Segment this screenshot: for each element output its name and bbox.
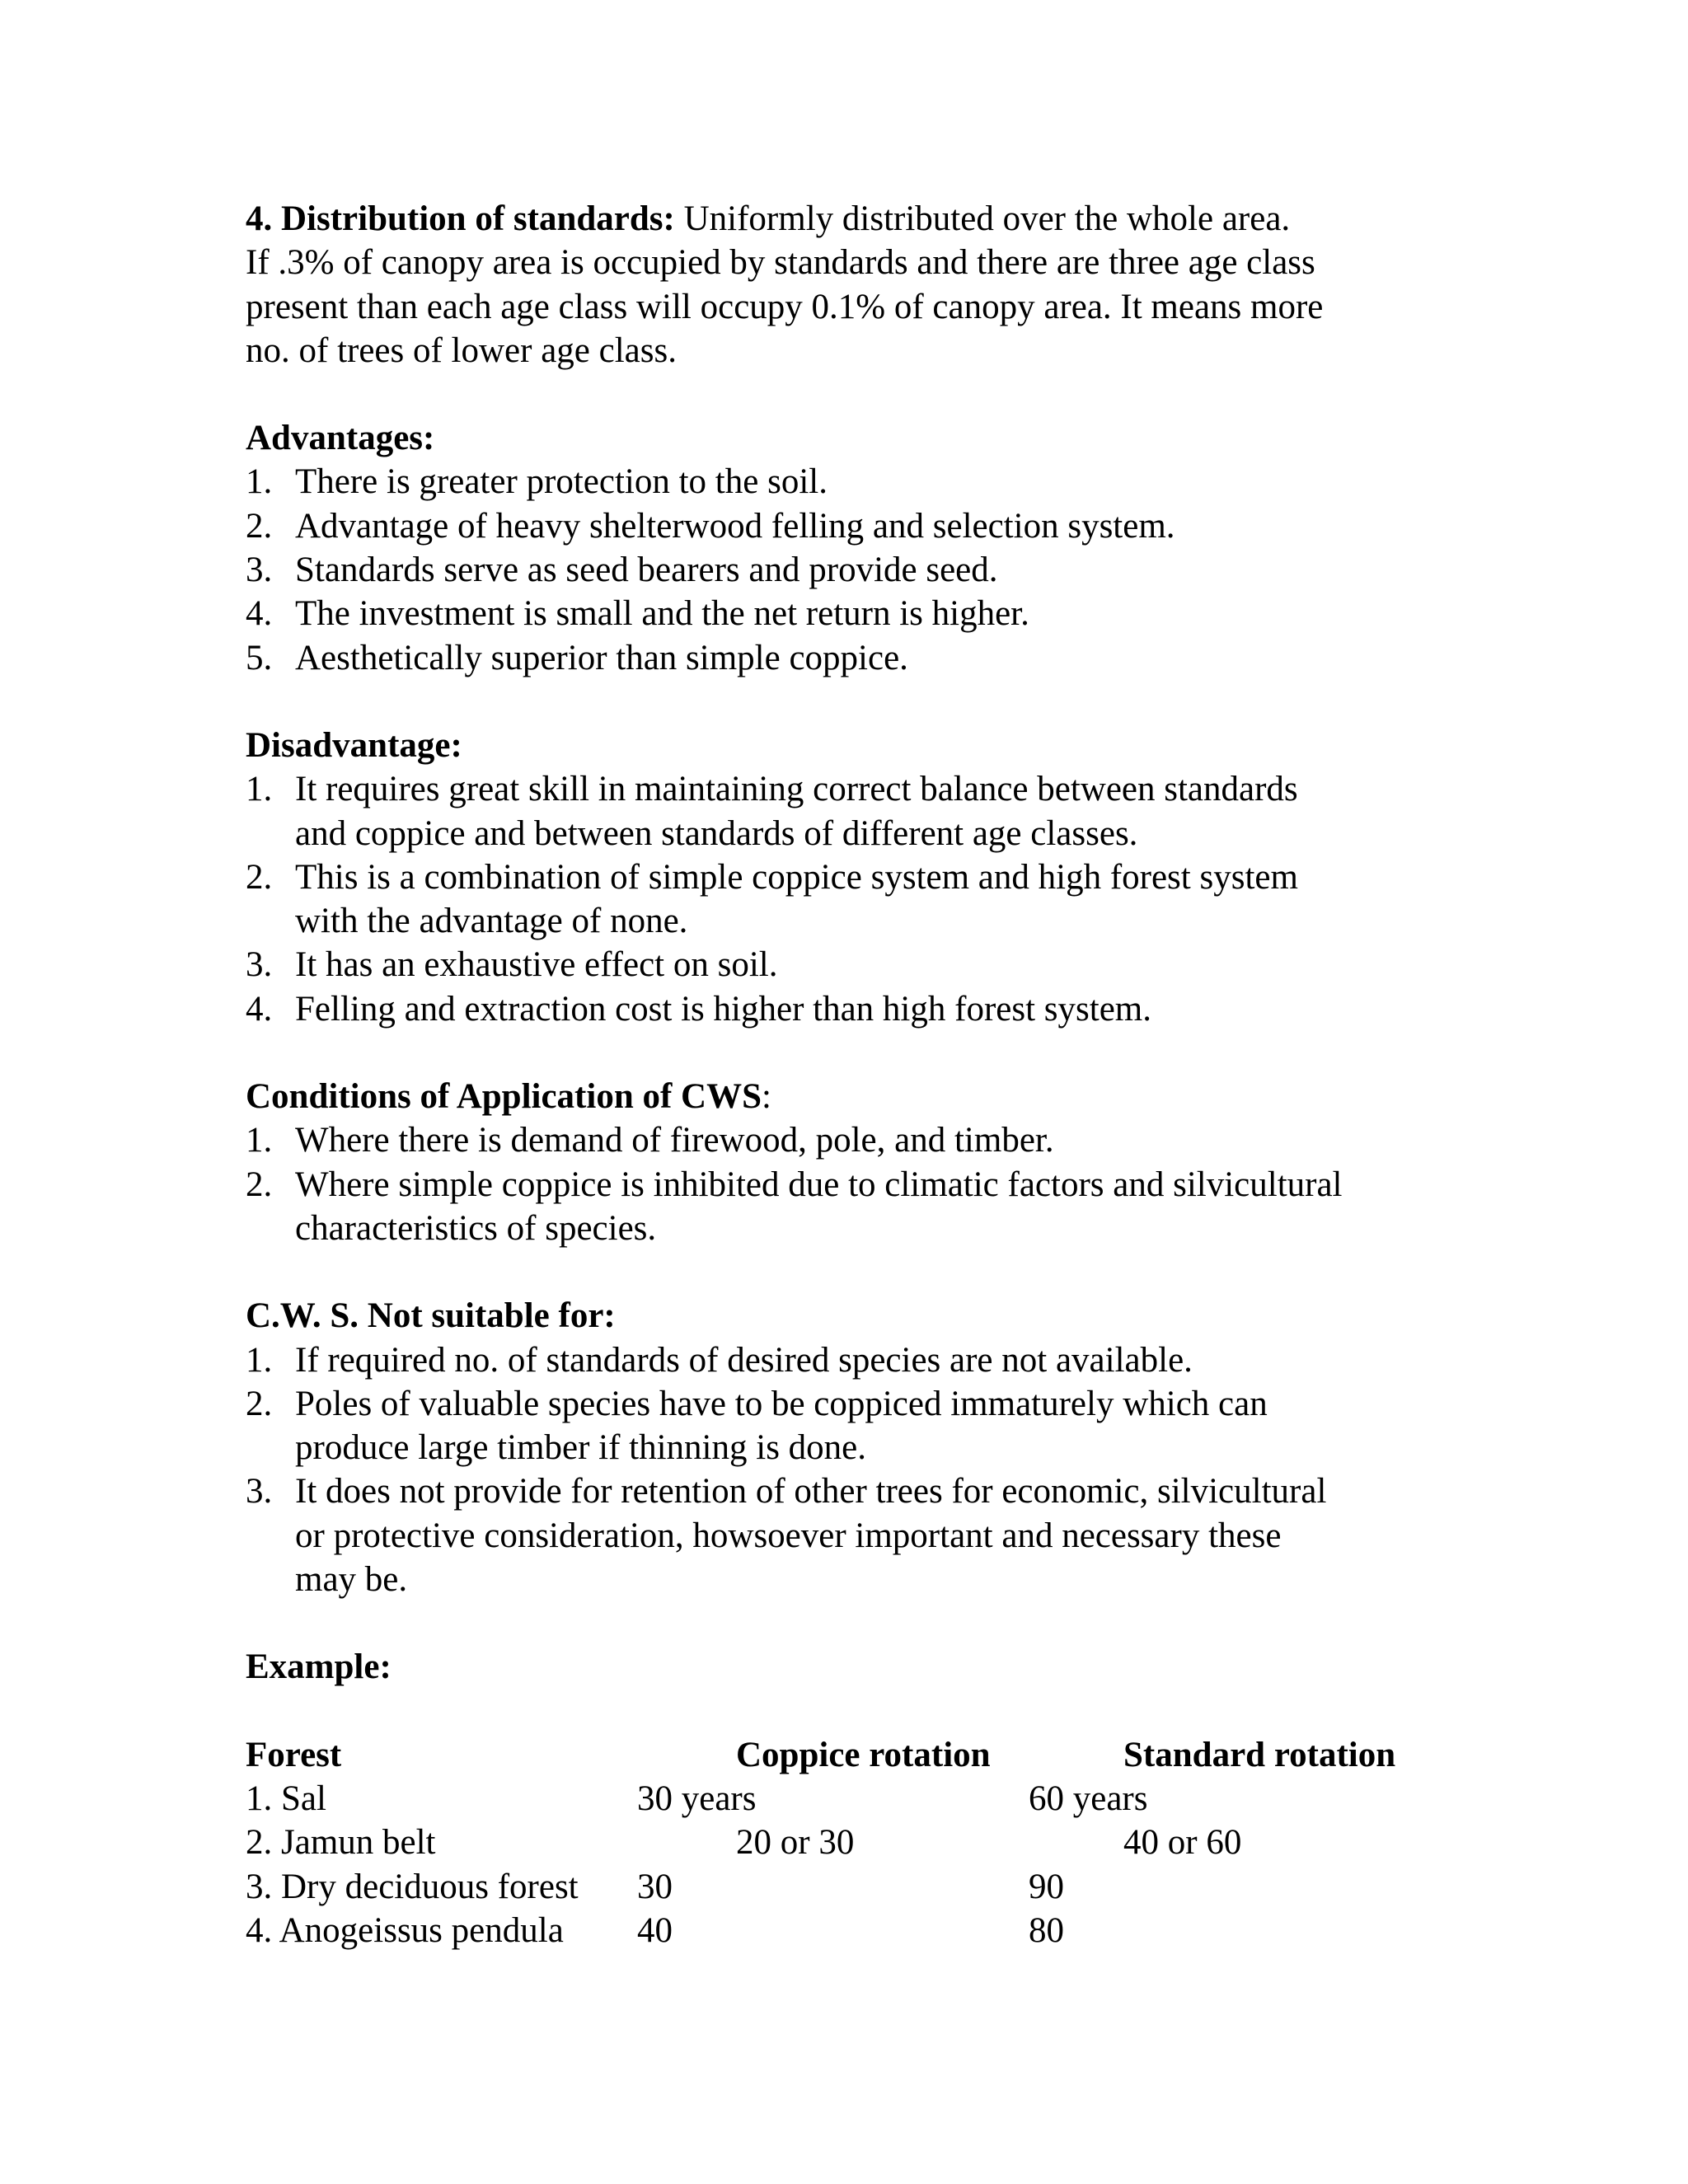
- not-suitable-section: [246, 1294, 1482, 1601]
- list-item: 1. If required no. of standards of desired species are not available.: [246, 1340, 1193, 1380]
- distribution-line: Uniformly distributed over the whole area.: [674, 199, 1291, 238]
- list-item: 4. Felling and extraction cost is higher than high forest system.: [246, 989, 1151, 1029]
- not-suitable-heading: C.W. S. Not suitable for:: [246, 1296, 616, 1336]
- distribution-paragraph: [246, 197, 1482, 373]
- conditions-section: Conditions of Application of CWS: 1. Where there is demand of firewood, pole, and timber. 2. Where simple coppice is inhibited due to climatic factors and silvicultural characteristics of species.: [246, 1075, 1482, 1250]
- list-item: 3. It has an exhaustive effect on soil.: [246, 945, 778, 985]
- distribution-line: present than each age class will occupy 0.1% of canopy area. It means more: [246, 287, 1324, 326]
- distribution-line: If .3% of canopy area is occupied by standards and there are three age class: [246, 243, 1315, 283]
- table-row: 3. Dry deciduous forest 30 90: [246, 1867, 1064, 1906]
- disadvantage-section: [246, 724, 1482, 1031]
- disadvantage-heading: Disadvantage:: [246, 725, 462, 765]
- list-item: 1. Where there is demand of firewood, pole, and timber.: [246, 1121, 1054, 1160]
- disadvantage-list: [246, 767, 1482, 1031]
- document-page: [246, 197, 1482, 1952]
- header-forest: Forest: [246, 1735, 342, 1774]
- list-item: 2. Where simple coppice is inhibited due to climatic factors and silvicultural characteristics of species.: [246, 1165, 1343, 1248]
- example-section: [246, 1645, 1482, 1952]
- table-row: 1. Sal 30 years 60 years: [246, 1779, 1148, 1818]
- list-item: 3. It does not provide for retention of other trees for economic, silvicultural or protective consideration, howsoever important and necessary these may be.: [246, 1472, 1327, 1600]
- list-item: 2. Poles of valuable species have to be coppiced immaturely which can produce large timber if thinning is done.: [246, 1384, 1268, 1468]
- header-coppice-rotation: Coppice rotation: [736, 1735, 991, 1774]
- list-item: 5. Aesthetically superior than simple coppice.: [246, 638, 908, 677]
- example-heading: Example:: [246, 1647, 392, 1687]
- list-item: 1. There is greater protection to the soil.: [246, 462, 828, 502]
- list-item: 2. Advantage of heavy shelterwood felling and selection system.: [246, 506, 1175, 546]
- advantages-heading: Advantages:: [246, 419, 435, 458]
- conditions-heading: Conditions of Application of CWS: [246, 1077, 762, 1117]
- header-standard-rotation: Standard rotation: [1123, 1735, 1396, 1774]
- list-item: 2. This is a combination of simple coppice system and high forest system with the advantage of none.: [246, 857, 1298, 941]
- list-item: 1. It requires great skill in maintaining correct balance between standards and coppice and between standards of different age classes.: [246, 770, 1298, 853]
- list-item: 3. Standards serve as seed bearers and provide seed.: [246, 551, 998, 590]
- table-row: 4. Anogeissus pendula 40 80: [246, 1910, 1064, 1950]
- advantages-section: [246, 416, 1482, 680]
- not-suitable-list: [246, 1338, 1482, 1602]
- table-header-row: [246, 1733, 1482, 1777]
- conditions-list: [246, 1118, 1482, 1250]
- table-row: 2. Jamun belt 20 or 30 40 or 60: [246, 1823, 1242, 1863]
- list-item: 4. The investment is small and the net return is higher.: [246, 594, 1029, 634]
- rotation-table: [246, 1733, 1482, 1952]
- distribution-line: no. of trees of lower age class.: [246, 330, 677, 370]
- distribution-label: 4. Distribution of standards:: [246, 199, 675, 238]
- advantages-list: [246, 460, 1482, 679]
